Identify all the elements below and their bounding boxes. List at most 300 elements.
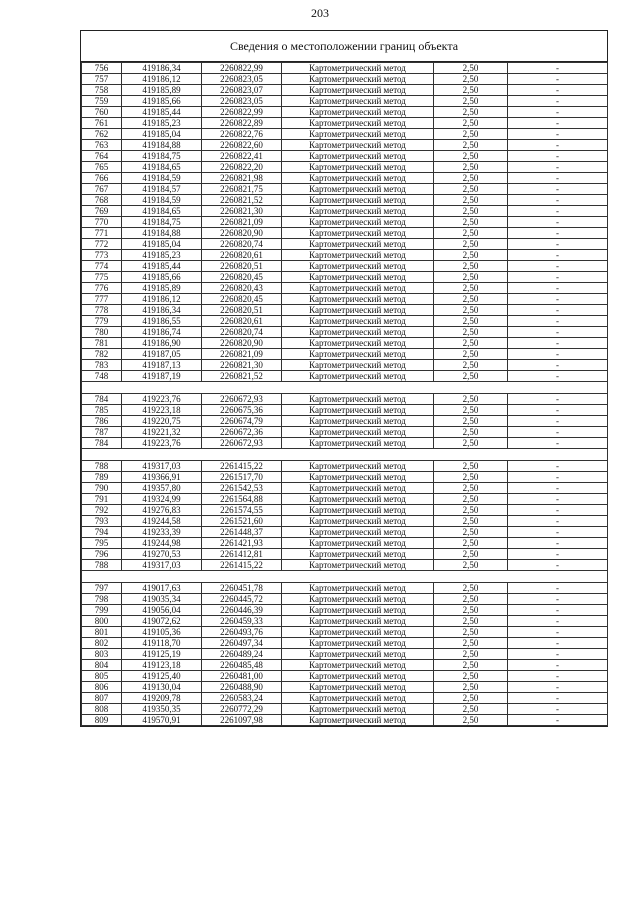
table-row [82, 74, 608, 85]
description-cell: - [508, 118, 608, 129]
table-title: Сведения о местоположении границ объекта [81, 31, 607, 62]
coordinate-x: 419317,03 [122, 560, 202, 571]
point-number: 760 [82, 107, 122, 118]
method-cell: Картометрический метод [282, 107, 434, 118]
description-cell: - [508, 349, 608, 360]
method-cell: Картометрический метод [282, 294, 434, 305]
coordinate-x: 419185,04 [122, 239, 202, 250]
precision-cell: 2,50 [434, 416, 508, 427]
point-number: 791 [82, 494, 122, 505]
method-cell: Картометрический метод [282, 549, 434, 560]
precision-cell: 2,50 [434, 715, 508, 726]
table-row [82, 516, 608, 527]
description-cell: - [508, 427, 608, 438]
method-cell: Картометрический метод [282, 316, 434, 327]
method-cell: Картометрический метод [282, 605, 434, 616]
table-row [82, 505, 608, 516]
description-cell: - [508, 63, 608, 74]
coordinate-y: 2260822,89 [202, 118, 282, 129]
point-number: 777 [82, 294, 122, 305]
description-cell: - [508, 638, 608, 649]
description-cell: - [508, 294, 608, 305]
point-number: 786 [82, 416, 122, 427]
method-cell: Картометрический метод [282, 516, 434, 527]
point-number: 788 [82, 560, 122, 571]
point-number: 756 [82, 63, 122, 74]
coordinate-y: 2260821,09 [202, 217, 282, 228]
coordinate-x: 419184,75 [122, 151, 202, 162]
coordinate-x: 419185,66 [122, 96, 202, 107]
precision-cell: 2,50 [434, 151, 508, 162]
table-row [82, 494, 608, 505]
point-number: 798 [82, 594, 122, 605]
coordinate-y: 2261517,70 [202, 472, 282, 483]
coordinate-y: 2260820,74 [202, 239, 282, 250]
coordinate-y: 2261097,98 [202, 715, 282, 726]
precision-cell: 2,50 [434, 228, 508, 239]
table-row [82, 184, 608, 195]
method-cell: Картометрический метод [282, 704, 434, 715]
table-row [82, 195, 608, 206]
point-number: 762 [82, 129, 122, 140]
coordinate-y: 2261521,60 [202, 516, 282, 527]
coordinate-y: 2260821,30 [202, 360, 282, 371]
table-row [82, 427, 608, 438]
coordinate-x: 419130,04 [122, 682, 202, 693]
precision-cell: 2,50 [434, 605, 508, 616]
coordinate-y: 2260820,45 [202, 272, 282, 283]
description-cell: - [508, 416, 608, 427]
coordinate-y: 2260822,41 [202, 151, 282, 162]
precision-cell: 2,50 [434, 162, 508, 173]
coordinate-y: 2260822,20 [202, 162, 282, 173]
method-cell: Картометрический метод [282, 228, 434, 239]
point-number: 761 [82, 118, 122, 129]
method-cell: Картометрический метод [282, 118, 434, 129]
table-row [82, 349, 608, 360]
precision-cell: 2,50 [434, 427, 508, 438]
coordinate-y: 2260485,48 [202, 660, 282, 671]
coordinate-x: 419035,34 [122, 594, 202, 605]
method-cell: Картометрический метод [282, 427, 434, 438]
table-row [82, 704, 608, 715]
point-number: 771 [82, 228, 122, 239]
precision-cell: 2,50 [434, 527, 508, 538]
point-number: 807 [82, 693, 122, 704]
coordinate-y: 2261542,53 [202, 483, 282, 494]
description-cell: - [508, 560, 608, 571]
precision-cell: 2,50 [434, 438, 508, 449]
precision-cell: 2,50 [434, 349, 508, 360]
method-cell: Картометрический метод [282, 638, 434, 649]
point-number: 774 [82, 261, 122, 272]
coordinate-y: 2260451,78 [202, 583, 282, 594]
precision-cell: 2,50 [434, 405, 508, 416]
point-number: 780 [82, 327, 122, 338]
point-number: 782 [82, 349, 122, 360]
point-number: 765 [82, 162, 122, 173]
method-cell: Картометрический метод [282, 438, 434, 449]
coordinate-x: 419366,91 [122, 472, 202, 483]
coordinate-y: 2260459,33 [202, 616, 282, 627]
table-row [82, 129, 608, 140]
point-number: 758 [82, 85, 122, 96]
point-number: 772 [82, 239, 122, 250]
point-number: 773 [82, 250, 122, 261]
description-cell: - [508, 305, 608, 316]
precision-cell: 2,50 [434, 516, 508, 527]
point-number: 770 [82, 217, 122, 228]
point-number: 806 [82, 682, 122, 693]
coordinate-x: 419184,88 [122, 140, 202, 151]
method-cell: Картометрический метод [282, 583, 434, 594]
point-number: 785 [82, 405, 122, 416]
point-number: 784 [82, 438, 122, 449]
coordinate-y: 2260820,43 [202, 283, 282, 294]
point-number: 788 [82, 461, 122, 472]
coordinate-x: 419184,59 [122, 173, 202, 184]
table-row [82, 605, 608, 616]
precision-cell: 2,50 [434, 472, 508, 483]
method-cell: Картометрический метод [282, 627, 434, 638]
coordinate-x: 419185,23 [122, 118, 202, 129]
coordinate-y: 2260823,05 [202, 74, 282, 85]
coordinate-y: 2260821,09 [202, 349, 282, 360]
method-cell: Картометрический метод [282, 239, 434, 250]
table-row [82, 560, 608, 571]
table-row [82, 405, 608, 416]
point-number: 797 [82, 583, 122, 594]
table-row [82, 693, 608, 704]
precision-cell: 2,50 [434, 360, 508, 371]
table-row [82, 96, 608, 107]
method-cell: Картометрический метод [282, 96, 434, 107]
description-cell: - [508, 195, 608, 206]
precision-cell: 2,50 [434, 63, 508, 74]
point-number: 757 [82, 74, 122, 85]
coordinate-y: 2260821,98 [202, 173, 282, 184]
precision-cell: 2,50 [434, 140, 508, 151]
group-separator [82, 571, 608, 583]
precision-cell: 2,50 [434, 85, 508, 96]
coordinate-y: 2260672,36 [202, 427, 282, 438]
method-cell: Картометрический метод [282, 261, 434, 272]
coordinate-y: 2260821,30 [202, 206, 282, 217]
method-cell: Картометрический метод [282, 660, 434, 671]
precision-cell: 2,50 [434, 616, 508, 627]
method-cell: Картометрический метод [282, 206, 434, 217]
coordinate-x: 419185,89 [122, 283, 202, 294]
table-row [82, 715, 608, 726]
point-number: 805 [82, 671, 122, 682]
coordinate-x: 419244,98 [122, 538, 202, 549]
precision-cell: 2,50 [434, 371, 508, 382]
coordinate-x: 419186,74 [122, 327, 202, 338]
point-number: 803 [82, 649, 122, 660]
table-row [82, 461, 608, 472]
table-row [82, 107, 608, 118]
description-cell: - [508, 394, 608, 405]
description-cell: - [508, 494, 608, 505]
description-cell: - [508, 74, 608, 85]
coordinate-y: 2260497,34 [202, 638, 282, 649]
coordinate-x: 419357,80 [122, 483, 202, 494]
description-cell: - [508, 283, 608, 294]
description-cell: - [508, 140, 608, 151]
table-row [82, 472, 608, 483]
coordinate-y: 2260821,75 [202, 184, 282, 195]
description-cell: - [508, 704, 608, 715]
method-cell: Картометрический метод [282, 272, 434, 283]
method-cell: Картометрический метод [282, 505, 434, 516]
table-row [82, 371, 608, 382]
coordinate-y: 2260772,29 [202, 704, 282, 715]
point-number: 767 [82, 184, 122, 195]
coordinate-x: 419072,62 [122, 616, 202, 627]
table-row [82, 228, 608, 239]
table-row [82, 173, 608, 184]
table-row [82, 682, 608, 693]
precision-cell: 2,50 [434, 217, 508, 228]
coordinate-x: 419056,04 [122, 605, 202, 616]
coordinate-x: 419185,66 [122, 272, 202, 283]
point-number: 795 [82, 538, 122, 549]
coordinate-y: 2261415,22 [202, 560, 282, 571]
precision-cell: 2,50 [434, 538, 508, 549]
coordinate-y: 2261574,55 [202, 505, 282, 516]
coordinate-y: 2261448,37 [202, 527, 282, 538]
table-row [82, 217, 608, 228]
coordinate-x: 419244,58 [122, 516, 202, 527]
coordinate-x: 419233,39 [122, 527, 202, 538]
description-cell: - [508, 461, 608, 472]
table-row [82, 594, 608, 605]
description-cell: - [508, 715, 608, 726]
precision-cell: 2,50 [434, 74, 508, 85]
point-number: 748 [82, 371, 122, 382]
precision-cell: 2,50 [434, 671, 508, 682]
coordinate-y: 2260820,74 [202, 327, 282, 338]
table-row [82, 616, 608, 627]
table-row [82, 206, 608, 217]
description-cell: - [508, 129, 608, 140]
method-cell: Картометрический метод [282, 151, 434, 162]
precision-cell: 2,50 [434, 305, 508, 316]
description-cell: - [508, 272, 608, 283]
coordinate-y: 2260822,76 [202, 129, 282, 140]
table-row [82, 638, 608, 649]
description-cell: - [508, 228, 608, 239]
precision-cell: 2,50 [434, 594, 508, 605]
table-row [82, 527, 608, 538]
description-cell: - [508, 217, 608, 228]
precision-cell: 2,50 [434, 394, 508, 405]
coordinate-y: 2260820,45 [202, 294, 282, 305]
precision-cell: 2,50 [434, 494, 508, 505]
coordinate-x: 419223,76 [122, 438, 202, 449]
coordinate-x: 419184,59 [122, 195, 202, 206]
precision-cell: 2,50 [434, 583, 508, 594]
precision-cell: 2,50 [434, 129, 508, 140]
description-cell: - [508, 472, 608, 483]
table-row [82, 283, 608, 294]
precision-cell: 2,50 [434, 649, 508, 660]
table-row [82, 327, 608, 338]
coordinate-y: 2260820,61 [202, 250, 282, 261]
precision-cell: 2,50 [434, 283, 508, 294]
table-row [82, 416, 608, 427]
coordinate-y: 2260672,93 [202, 438, 282, 449]
description-cell: - [508, 327, 608, 338]
description-cell: - [508, 583, 608, 594]
precision-cell: 2,50 [434, 272, 508, 283]
coordinate-x: 419184,65 [122, 206, 202, 217]
coordinate-x: 419324,99 [122, 494, 202, 505]
point-number: 790 [82, 483, 122, 494]
coordinate-x: 419270,53 [122, 549, 202, 560]
description-cell: - [508, 405, 608, 416]
page-number: 203 [311, 6, 329, 20]
coordinate-y: 2260674,79 [202, 416, 282, 427]
point-number: 778 [82, 305, 122, 316]
precision-cell: 2,50 [434, 239, 508, 250]
method-cell: Картометрический метод [282, 560, 434, 571]
point-number: 802 [82, 638, 122, 649]
coordinate-x: 419186,55 [122, 316, 202, 327]
coordinate-x: 419185,04 [122, 129, 202, 140]
coordinate-y: 2260822,60 [202, 140, 282, 151]
point-number: 766 [82, 173, 122, 184]
coordinate-y: 2261412,81 [202, 549, 282, 560]
description-cell: - [508, 162, 608, 173]
table-row [82, 438, 608, 449]
coordinate-y: 2260821,52 [202, 195, 282, 206]
description-cell: - [508, 250, 608, 261]
method-cell: Картометрический метод [282, 74, 434, 85]
table-row [82, 394, 608, 405]
table-row [82, 162, 608, 173]
table-row [82, 272, 608, 283]
table-row [82, 483, 608, 494]
description-cell: - [508, 649, 608, 660]
coordinate-x: 419350,35 [122, 704, 202, 715]
coordinate-y: 2260672,93 [202, 394, 282, 405]
coordinate-x: 419187,19 [122, 371, 202, 382]
coordinate-x: 419185,44 [122, 107, 202, 118]
table-row [82, 316, 608, 327]
coordinates-table [81, 62, 608, 726]
method-cell: Картометрический метод [282, 472, 434, 483]
precision-cell: 2,50 [434, 184, 508, 195]
method-cell: Картометрический метод [282, 715, 434, 726]
table-row [82, 660, 608, 671]
precision-cell: 2,50 [434, 294, 508, 305]
method-cell: Картометрический метод [282, 616, 434, 627]
method-cell: Картометрический метод [282, 85, 434, 96]
coordinate-y: 2260823,07 [202, 85, 282, 96]
method-cell: Картометрический метод [282, 527, 434, 538]
precision-cell: 2,50 [434, 505, 508, 516]
precision-cell: 2,50 [434, 693, 508, 704]
point-number: 789 [82, 472, 122, 483]
coordinate-y: 2260823,05 [202, 96, 282, 107]
table-row [82, 549, 608, 560]
coordinate-x: 419186,34 [122, 305, 202, 316]
point-number: 776 [82, 283, 122, 294]
group-separator [82, 382, 608, 394]
table-row [82, 250, 608, 261]
description-cell: - [508, 516, 608, 527]
coordinate-y: 2260820,51 [202, 305, 282, 316]
method-cell: Картометрический метод [282, 371, 434, 382]
table-row [82, 360, 608, 371]
coordinate-x: 419017,63 [122, 583, 202, 594]
coordinate-x: 419187,13 [122, 360, 202, 371]
description-cell: - [508, 151, 608, 162]
coordinate-y: 2260820,90 [202, 338, 282, 349]
point-number: 784 [82, 394, 122, 405]
method-cell: Картометрический метод [282, 649, 434, 660]
precision-cell: 2,50 [434, 461, 508, 472]
precision-cell: 2,50 [434, 107, 508, 118]
precision-cell: 2,50 [434, 483, 508, 494]
point-number: 794 [82, 527, 122, 538]
coordinate-x: 419125,19 [122, 649, 202, 660]
coordinate-y: 2260489,24 [202, 649, 282, 660]
coordinate-x: 419185,44 [122, 261, 202, 272]
coordinate-x: 419123,18 [122, 660, 202, 671]
method-cell: Картометрический метод [282, 394, 434, 405]
coordinate-x: 419209,78 [122, 693, 202, 704]
coordinate-x: 419221,32 [122, 427, 202, 438]
precision-cell: 2,50 [434, 316, 508, 327]
precision-cell: 2,50 [434, 96, 508, 107]
description-cell: - [508, 594, 608, 605]
description-cell: - [508, 538, 608, 549]
coordinate-y: 2260493,76 [202, 627, 282, 638]
method-cell: Картометрический метод [282, 305, 434, 316]
description-cell: - [508, 371, 608, 382]
coordinate-y: 2260446,39 [202, 605, 282, 616]
description-cell: - [508, 671, 608, 682]
description-cell: - [508, 206, 608, 217]
point-number: 809 [82, 715, 122, 726]
method-cell: Картометрический метод [282, 195, 434, 206]
method-cell: Картометрический метод [282, 538, 434, 549]
table-row [82, 140, 608, 151]
group-separator [82, 449, 608, 461]
method-cell: Картометрический метод [282, 283, 434, 294]
point-number: 783 [82, 360, 122, 371]
point-number: 793 [82, 516, 122, 527]
point-number: 759 [82, 96, 122, 107]
method-cell: Картометрический метод [282, 671, 434, 682]
coordinates-table-frame [80, 30, 608, 727]
precision-cell: 2,50 [434, 638, 508, 649]
point-number: 799 [82, 605, 122, 616]
coordinate-x: 419186,12 [122, 294, 202, 305]
coordinate-x: 419185,23 [122, 250, 202, 261]
description-cell: - [508, 527, 608, 538]
precision-cell: 2,50 [434, 250, 508, 261]
coordinate-x: 419125,40 [122, 671, 202, 682]
description-cell: - [508, 85, 608, 96]
point-number: 781 [82, 338, 122, 349]
point-number: 796 [82, 549, 122, 560]
method-cell: Картометрический метод [282, 173, 434, 184]
coordinate-x: 419186,12 [122, 74, 202, 85]
coordinate-x: 419220,75 [122, 416, 202, 427]
